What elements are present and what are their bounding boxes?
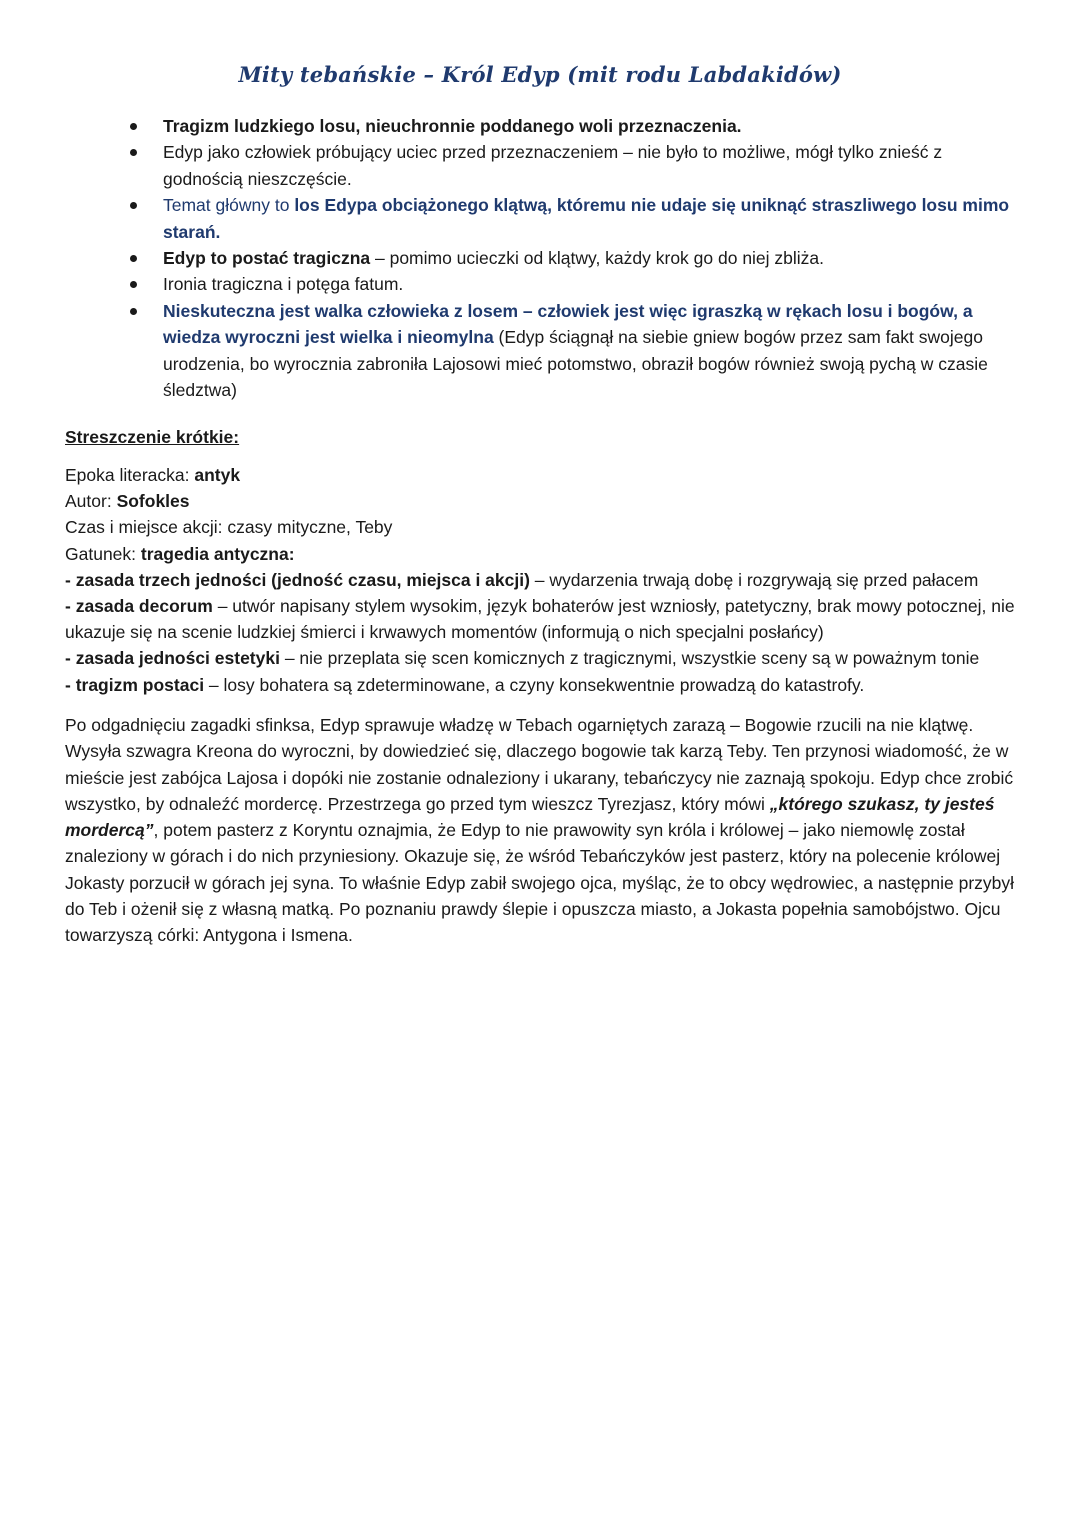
list-item <box>130 139 1020 192</box>
list-item-text: (Edyp ściągnął na siebie gniew bogów przez sam fakt swojego urodzenia, bo wyrocznia zabroniła Lajosowi mieć potomstwo, obraził bogów również swoją pychą w czasie śledztwa) <box>163 327 988 401</box>
meta-epoka <box>65 462 1025 488</box>
section-heading: Streszczenie krótkie: <box>65 427 240 447</box>
rule-item <box>65 672 1025 698</box>
meta-label: Autor: <box>65 491 117 512</box>
bullet-icon <box>130 202 137 209</box>
meta-value: antyk <box>194 465 241 485</box>
list-item <box>130 192 1020 245</box>
bullet-icon <box>130 123 137 130</box>
list-item-emphasis: Edyp to postać tragiczna <box>163 248 371 269</box>
rule-item <box>65 645 1025 671</box>
rule-text: – wydarzenia trwają dobę i rozgrywają się przed pałacem <box>529 569 979 590</box>
list-item-text: Edyp jako człowiek próbujący uciec przed przeznaczeniem – nie było to możliwe, mógł tylko znieść z godnością nieszczęście. <box>163 142 943 189</box>
list-item <box>130 271 1020 297</box>
list-item-text: Temat główny to <box>163 195 295 216</box>
meta-autor <box>65 488 1025 514</box>
meta-czas: Czas i miejsce akcji: czasy mityczne, Teby <box>65 517 393 538</box>
rule-text: – nie przeplata się scen komicznych z tragicznymi, wszystkie sceny są w poważnym tonie <box>279 648 980 669</box>
rule-head: - zasada trzech jedności (jedność czasu, miejsca i akcji) <box>65 569 530 590</box>
bullet-icon <box>130 255 137 262</box>
list-item-text: Ironia tragiczna i potęga fatum. <box>163 274 404 295</box>
rule-item <box>65 567 1025 593</box>
summary-quote: „którego szukasz, ty jesteś mordercą” <box>65 793 995 841</box>
summary-text: Po odgadnięciu zagadki sfinksa, Edyp sprawuje władzę w Tebach ogarniętych zarazą – Bogowie rzucili na nie klątwę. Wysyła szwagra Kreona do wyroczni, by dowiedzieć się, dlaczego bogowie tak karzą Teby. Ten przynosi wiadomość, że w mieście jest zabójca Lajosa i dopóki nie zostanie odnaleziony i ukarany, tebańczycy nie zaznają spokoju. Edyp chce zrobić wszystko, by odnaleźć mordercę. Przestrzega go przed tym wieszcz Tyrezjasz, który mówi <box>65 715 1014 814</box>
list-item-emphasis: Nieskuteczna jest walka człowieka z losem – człowiek jest więc igraszką w rękach losu i bogów, a wiedza wyroczni jest wielka i nieomylna <box>163 300 973 348</box>
rule-head: - zasada jedności estetyki <box>65 648 280 669</box>
meta-label: Epoka literacka: <box>65 465 195 485</box>
list-item-emphasis: los Edypa obciążonego klątwą, któremu nie udaje się uniknąć straszliwego losu mimo starań. <box>163 195 1010 242</box>
key-points-list <box>130 113 1020 403</box>
meta-gatunek <box>65 541 1025 567</box>
meta-value: Sofokles <box>116 491 190 512</box>
work-metadata <box>65 462 1025 698</box>
plot-summary <box>65 712 1020 949</box>
rule-head: - tragizm postaci <box>65 674 205 695</box>
rule-text: – utwór napisany stylem wysokim, język bohaterów jest wzniosły, patetyczny, brak mowy potocznej, nie ukazuje się na scenie ludzkiej śmierci i krwawych momentów (informują o nich specjalni posłańcy) <box>65 596 1015 643</box>
list-item-text: – pomimo ucieczki od klątwy, każdy krok go do niej zbliża. <box>370 248 825 269</box>
bullet-icon <box>130 281 137 288</box>
list-item <box>130 113 1020 139</box>
bullet-icon <box>130 149 137 156</box>
bullet-icon <box>130 308 137 315</box>
list-item <box>130 298 1020 404</box>
rule-head: - zasada decorum <box>65 596 213 617</box>
meta-value: tragedia antyczna: <box>140 543 295 564</box>
rule-text: – losy bohatera są zdeterminowane, a czyny konsekwentnie prowadzą do katastrofy. <box>204 674 865 695</box>
page-title: Mity tebańskie – Król Edyp (mit rodu Labdakidów) <box>238 62 842 87</box>
rule-item <box>65 593 1025 645</box>
list-item-text: Tragizm ludzkiego losu, nieuchronnie poddanego woli przeznaczenia. <box>163 116 742 136</box>
meta-label: Gatunek: <box>65 543 141 564</box>
summary-text: , potem pasterz z Koryntu oznajmia, że Edyp to nie prawowity syn króla i królowej – jako niemowlę został znaleziony w górach i do nich przyniesiony. Okazuje się, że wśród Tebańczyków jest pasterz, który na polecenie królowej Jokasty porzucił w górach jej syna. To właśnie Edyp zabił swojego ojca, myśląc, że to obcy wędrowiec, a następnie przybył do Teb i ożenił się z własną matką. Po poznaniu prawdy ślepie i opuszcza miasto, a Jokasta popełnia samobójstwo. Ojcu towarzyszą córki: Antygona i Ismena. <box>65 820 1015 946</box>
list-item <box>130 245 1020 271</box>
